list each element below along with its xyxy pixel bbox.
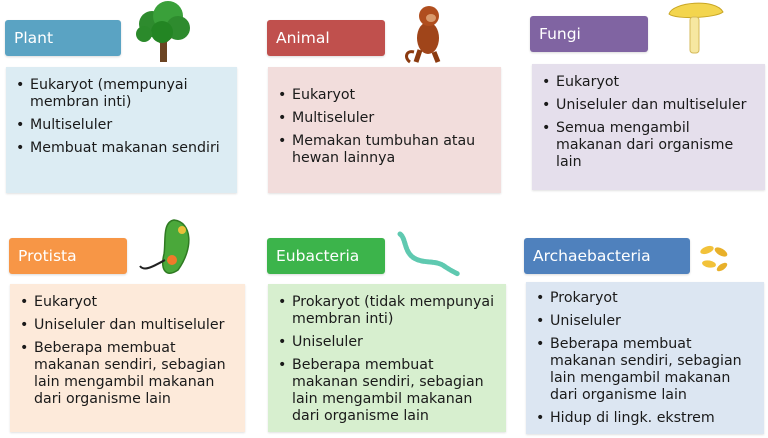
kingdom-point: • Eukaryot: [20, 294, 237, 311]
kingdom-box-eubacteria: [268, 284, 506, 432]
kingdom-point: • Beberapa membuat makanan sendiri, sebagian lain mengambil makanan dari organisme lain: [278, 357, 498, 425]
tree-icon: [132, 0, 196, 64]
monkey-icon: [402, 2, 450, 66]
kingdom-box-fungi: [532, 64, 765, 190]
kingdom-box-animal: [268, 67, 501, 193]
kingdom-box-plant: [6, 67, 237, 193]
kingdom-title-animal: Animal: [267, 20, 385, 56]
kingdom-point: • Uniseluler: [536, 313, 756, 330]
kingdom-point: • Multiseluler: [16, 117, 229, 134]
kingdom-point: • Membuat makanan sendiri: [16, 140, 229, 157]
kingdom-box-protista: [10, 284, 245, 432]
kingdom-point: • Beberapa membuat makanan sendiri, sebagian lain mengambil makanan dari organisme lain: [20, 340, 237, 408]
kingdom-title-protista: Protista: [9, 238, 127, 274]
mushroom-icon: [666, 0, 726, 56]
protist-icon: [138, 214, 204, 278]
kingdom-point: • Prokaryot: [536, 290, 756, 307]
kingdom-point: • Eukaryot: [278, 87, 493, 104]
kingdom-point: • Beberapa membuat makanan sendiri, sebagian lain mengambil makanan dari organisme lain: [536, 336, 756, 404]
kingdom-point: • Eukaryot (mempunyai membran inti): [16, 77, 229, 111]
kingdom-point: • Uniseluler dan multiseluler: [20, 317, 237, 334]
kingdom-point: • Prokaryot (tidak mempunyai membran inti): [278, 294, 498, 328]
kingdom-title-eubacteria: Eubacteria: [267, 238, 385, 274]
kingdom-point: • Hidup di lingk. ekstrem: [536, 410, 756, 427]
kingdom-point: • Eukaryot: [542, 74, 757, 91]
kingdom-box-archaebacteria: [526, 282, 764, 434]
kingdom-title-plant: Plant: [5, 20, 121, 56]
kingdom-point: • Uniseluler dan multiseluler: [542, 97, 757, 114]
kingdom-title-archaebacteria: Archaebacteria: [524, 238, 690, 274]
bacteria-chain-icon: [396, 228, 462, 280]
kingdom-point: • Semua mengambil makanan dari organisme lain: [542, 120, 757, 171]
kingdom-point: • Uniseluler: [278, 334, 498, 351]
kingdom-title-fungi: Fungi: [530, 16, 648, 52]
kingdom-point: • Memakan tumbuhan atau hewan lainnya: [278, 133, 493, 167]
kingdom-point: • Multiseluler: [278, 110, 493, 127]
archaea-cells-icon: [697, 242, 731, 274]
